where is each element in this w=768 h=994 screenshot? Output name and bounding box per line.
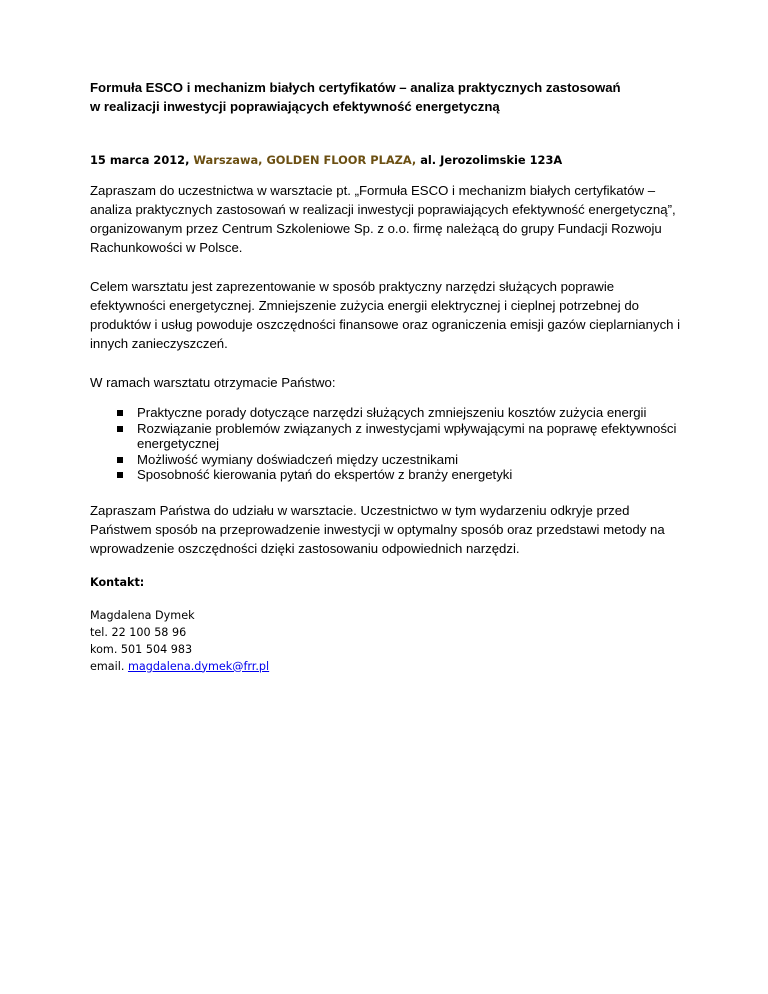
list-item-text: Rozwiązanie problemów związanych z inwestycjami wpływającymi na poprawę efektywności energetycznej bbox=[137, 420, 677, 451]
benefits-intro: W ramach warsztatu otrzymacie Państwo: bbox=[90, 375, 336, 390]
intro-paragraph: Zapraszam do uczestnictwa w warsztacie pt. „Formuła ESCO i mechanizm białych certyfikatów – analiza praktycznych zastosowań w realizacji inwestycji poprawiających efektywność energetyczną”, organizowanym przez Centrum Szkoleniowe Sp. z o.o. firmę należącą do grupy Fundacji Rozwoju Rachunkowości w Polsce. bbox=[90, 183, 676, 255]
list-item-text: Praktyczne porady dotyczące narzędzi służących zmniejszeniu kosztów zużycia energii bbox=[137, 405, 647, 420]
contact-email-link[interactable]: magdalena.dymek@frr.pl bbox=[127, 659, 270, 673]
contact-email-row bbox=[90, 658, 690, 675]
square-bullet-icon bbox=[117, 457, 123, 463]
list-item-text: Sposobność kierowania pytań do ekspertów z branży energetyki bbox=[137, 467, 513, 482]
title-line-2: w realizacji inwestycji poprawiających efektywność energetyczną bbox=[90, 99, 500, 114]
event-date: 15 marca 2012, bbox=[90, 153, 194, 167]
contact-name: Magdalena Dymek bbox=[90, 608, 195, 622]
list-item bbox=[90, 421, 690, 452]
contact-mobile: kom. 501 504 983 bbox=[90, 642, 193, 656]
document-title bbox=[90, 78, 690, 116]
square-bullet-icon bbox=[117, 426, 123, 432]
title-line-1: Formuła ESCO i mechanizm białych certyfikatów – analiza praktycznych zastosowań bbox=[90, 80, 621, 95]
event-address: al. Jerozolimskie 123A bbox=[420, 153, 563, 167]
document-page bbox=[90, 78, 690, 675]
contact-heading: Kontakt: bbox=[90, 575, 145, 589]
event-details bbox=[90, 152, 690, 168]
closing-paragraph: Zapraszam Państwa do udziału w warsztacie. Uczestnictwo w tym wydarzeniu odkryje przed Państwem sposób na przeprowadzenie inwestycji w optymalny sposób oraz przedstawi metody na wprowadzenie oszczędności dzięki zastosowaniu odpowiednich narzędzi. bbox=[90, 502, 665, 556]
square-bullet-icon bbox=[117, 472, 123, 478]
contact-phone: tel. 22 100 58 96 bbox=[90, 625, 187, 639]
list-item bbox=[90, 467, 690, 483]
benefits-list bbox=[90, 405, 690, 483]
event-venue: GOLDEN FLOOR PLAZA, bbox=[266, 153, 421, 167]
contact-email-label: email. bbox=[90, 659, 128, 673]
event-city: Warszawa, bbox=[193, 153, 267, 167]
square-bullet-icon bbox=[117, 410, 123, 416]
contact-details bbox=[90, 607, 690, 675]
list-item-text: Możliwość wymiany doświadczeń między uczestnikami bbox=[137, 451, 459, 467]
list-item bbox=[90, 405, 690, 421]
goal-paragraph: Celem warsztatu jest zaprezentowanie w sposób praktyczny narzędzi służących poprawie efektywności energetycznej. Zmniejszenie zużycia energii elektrycznej i cieplnej potrzebnej do produktów i usług powoduje oszczędności finansowe oraz ograniczenia emisji gazów cieplarnianych i innych zanieczyszczeń. bbox=[90, 279, 681, 351]
list-item bbox=[90, 452, 690, 468]
